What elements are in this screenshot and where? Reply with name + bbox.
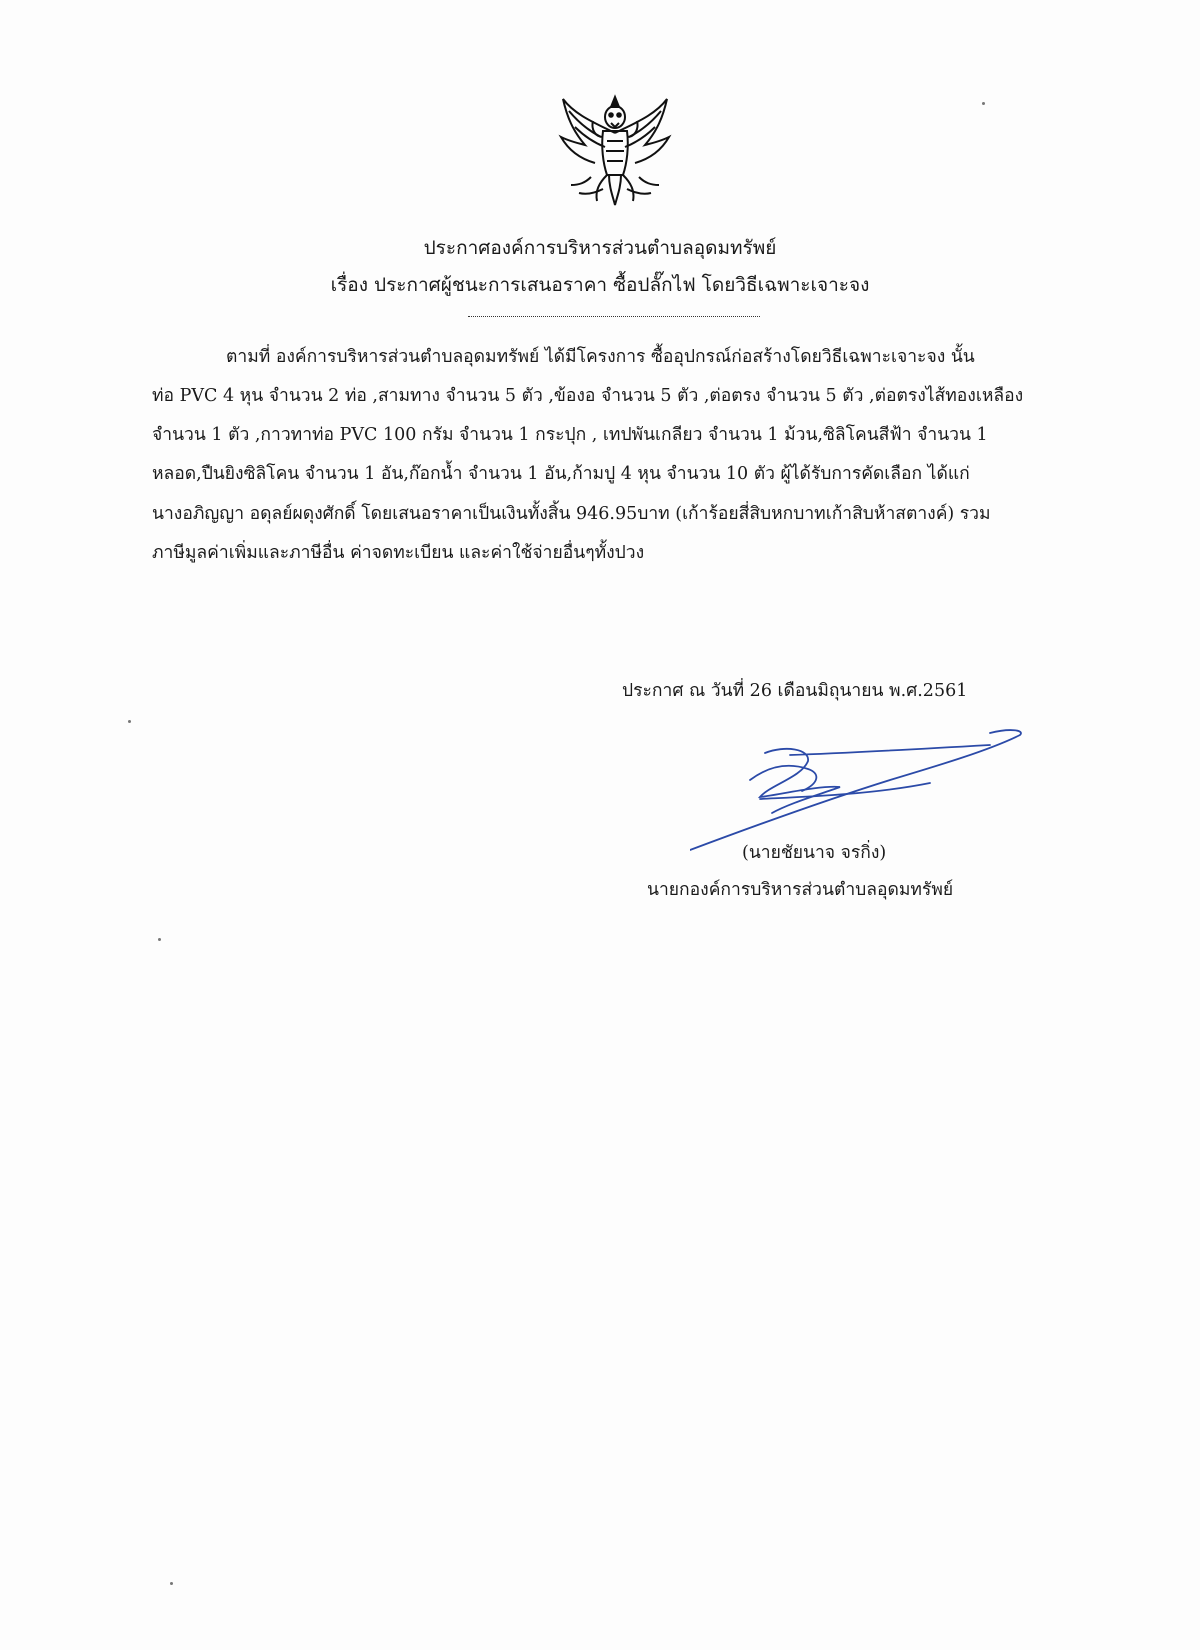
signer-name: (นายชัยนาจ จรกิ่ง)	[742, 843, 887, 863]
body-line-3: จำนวน 1 ตัว ,กาวทาท่อ PVC 100 กรัม จำนวน 1 กระปุก , เทปพันเกลียว จำนวน 1 ม้วน,ซิลิโคนสีฟ้า จำนวน 1	[152, 425, 988, 445]
body-line-6: ภาษีมูลค่าเพิ่มและภาษีอื่น ค่าจดทะเบียน และค่าใช้จ่ายอื่นๆทั้งปวง	[152, 543, 645, 563]
announcement-subject: เรื่อง ประกาศผู้ชนะการเสนอราคา ซื้อปลั๊กไฟ โดยวิธีเฉพาะเจาะจง	[330, 274, 870, 296]
signer-position: นายกองค์การบริหารส่วนตำบลอุดมทรัพย์	[647, 880, 954, 900]
announcement-date: ประกาศ ณ วันที่ 26 เดือนมิถุนายน พ.ศ.2561	[622, 681, 968, 701]
body-line-1: ตามที่ องค์การบริหารส่วนตำบลอุดมทรัพย์ ได้มีโครงการ ซื้ออุปกรณ์ก่อสร้างโดยวิธีเฉพาะเจาะจง นั้น	[226, 347, 975, 367]
body-line-4: หลอด,ปืนยิงซิลิโคน จำนวน 1 อัน,ก๊อกน้ำ จำนวน 1 อัน,ก้ามปู 4 หุน จำนวน 10 ตัว ผู้ได้รับการคัดเลือก ได้แก่	[152, 464, 970, 484]
announcement-title: ประกาศองค์การบริหารส่วนตำบลอุดมทรัพย์	[423, 237, 777, 259]
body-line-5: นางอภิญญา อดุลย์ผดุงศักดิ์ โดยเสนอราคาเป็นเงินทั้งสิ้น 946.95บาท (เก้าร้อยสี่สิบหกบาทเก้าสิบห้าสตางค์) รวม	[152, 504, 991, 524]
dotted-divider	[468, 316, 760, 317]
paper-speck	[170, 1582, 173, 1585]
garuda-emblem-icon	[555, 93, 675, 208]
paper-speck	[158, 938, 161, 941]
body-line-2: ท่อ PVC 4 หุน จำนวน 2 ท่อ ,สามทาง จำนวน 5 ตัว ,ข้องอ จำนวน 5 ตัว ,ต่อตรง จำนวน 5 ตัว ,ต่อตรงไส้ทองเหลือง	[152, 386, 1024, 406]
paper-speck	[128, 720, 131, 723]
paper-speck	[982, 102, 985, 105]
